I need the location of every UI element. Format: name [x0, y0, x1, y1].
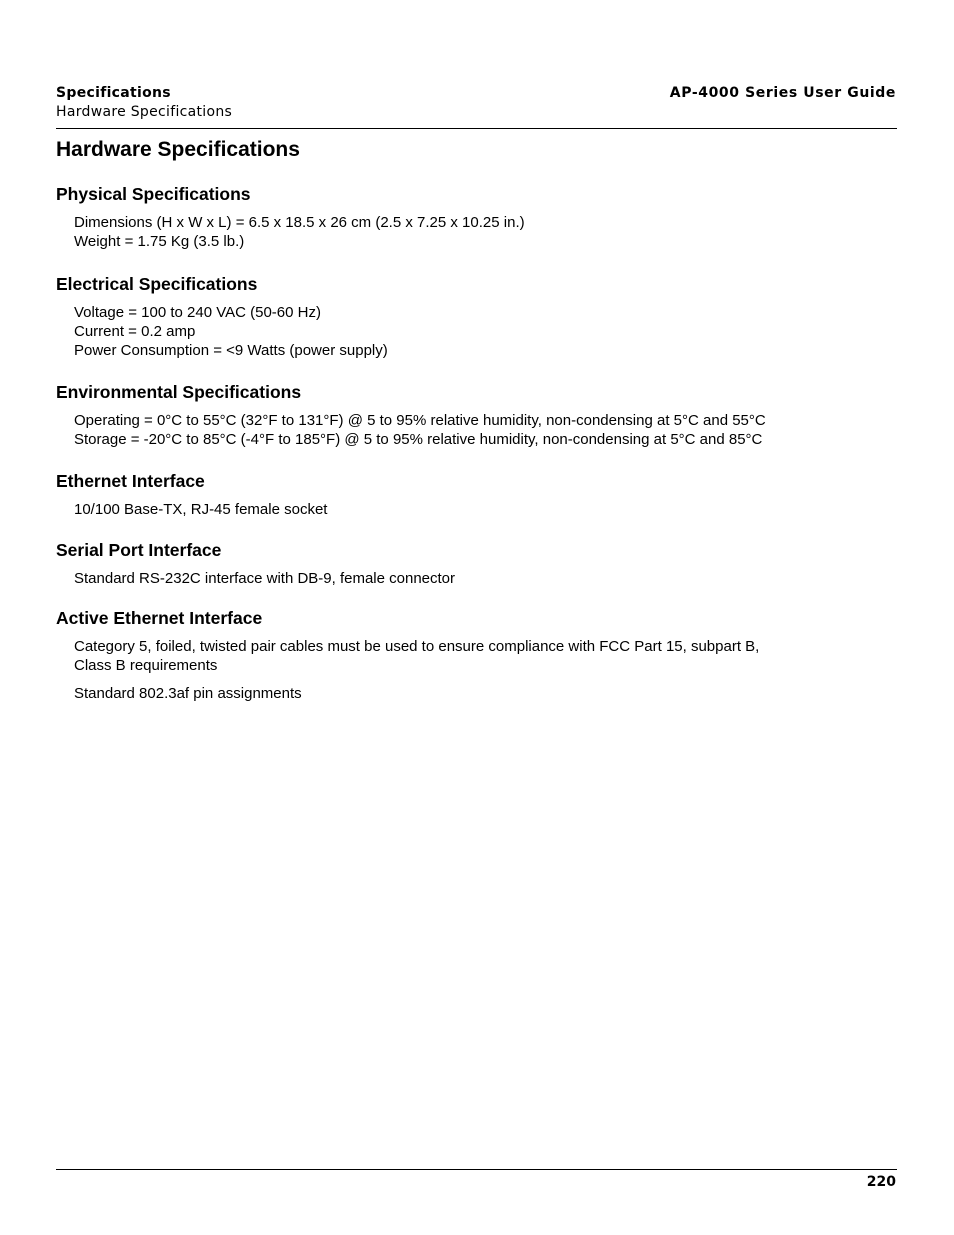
spec-power-consumption: Power Consumption = <9 Watts (power supply) [74, 342, 388, 359]
section-body-serial [56, 569, 897, 588]
spec-ethernet-port: 10/100 Base-TX, RJ-45 female socket [74, 501, 328, 518]
paragraph-line: Category 5, foiled, twisted pair cables must be used to ensure compliance with FCC Part 15, subpart B, [74, 638, 760, 655]
page-content [56, 137, 897, 703]
section-title-serial: Serial Port Interface [56, 540, 222, 560]
page-number: 220 [866, 1174, 896, 1190]
section-body-environmental [56, 411, 897, 449]
header-section: Hardware Specifications [56, 104, 233, 120]
section-active-ethernet [56, 607, 897, 703]
section-title-ethernet: Ethernet Interface [56, 471, 205, 491]
spec-dimensions: Dimensions (H x W x L) = 6.5 x 18.5 x 26 cm (2.5 x 7.25 x 10.25 in.) [74, 214, 525, 231]
section-physical [56, 183, 897, 251]
spec-storage: Storage = -20°C to 85°C (-4°F to 185°F) @ 5 to 95% relative humidity, non-condensing at 5°C and 85°C [74, 431, 763, 448]
section-title-physical: Physical Specifications [56, 184, 251, 204]
section-body-physical [56, 213, 897, 251]
section-electrical [56, 273, 897, 360]
page-footer [56, 1169, 897, 1190]
spec-weight: Weight = 1.75 Kg (3.5 lb.) [74, 233, 245, 250]
paragraph-pin-assignments: Standard 802.3af pin assignments [74, 685, 302, 702]
spec-current: Current = 0.2 amp [74, 323, 196, 340]
section-title-environmental: Environmental Specifications [56, 382, 302, 402]
section-environmental [56, 381, 897, 449]
paragraph-cable-compliance [74, 637, 897, 675]
page-header [56, 84, 897, 129]
section-title-electrical: Electrical Specifications [56, 274, 258, 294]
page-title: Hardware Specifications [56, 138, 300, 161]
section-ethernet [56, 470, 897, 519]
section-serial [56, 539, 897, 588]
header-guide-title: AP-4000 Series User Guide [669, 85, 896, 101]
section-title-active-ethernet: Active Ethernet Interface [56, 608, 263, 628]
section-body-ethernet [56, 500, 897, 519]
spec-serial-port: Standard RS-232C interface with DB-9, female connector [74, 570, 456, 587]
paragraph-line: Class B requirements [74, 657, 218, 674]
section-body-electrical [56, 303, 897, 360]
spec-operating: Operating = 0°C to 55°C (32°F to 131°F) @ 5 to 95% relative humidity, non-condensing at 5°C and 55°C [74, 412, 766, 429]
header-chapter: Specifications [56, 85, 171, 101]
section-body-active-ethernet [56, 637, 897, 703]
spec-voltage: Voltage = 100 to 240 VAC (50-60 Hz) [74, 304, 321, 321]
